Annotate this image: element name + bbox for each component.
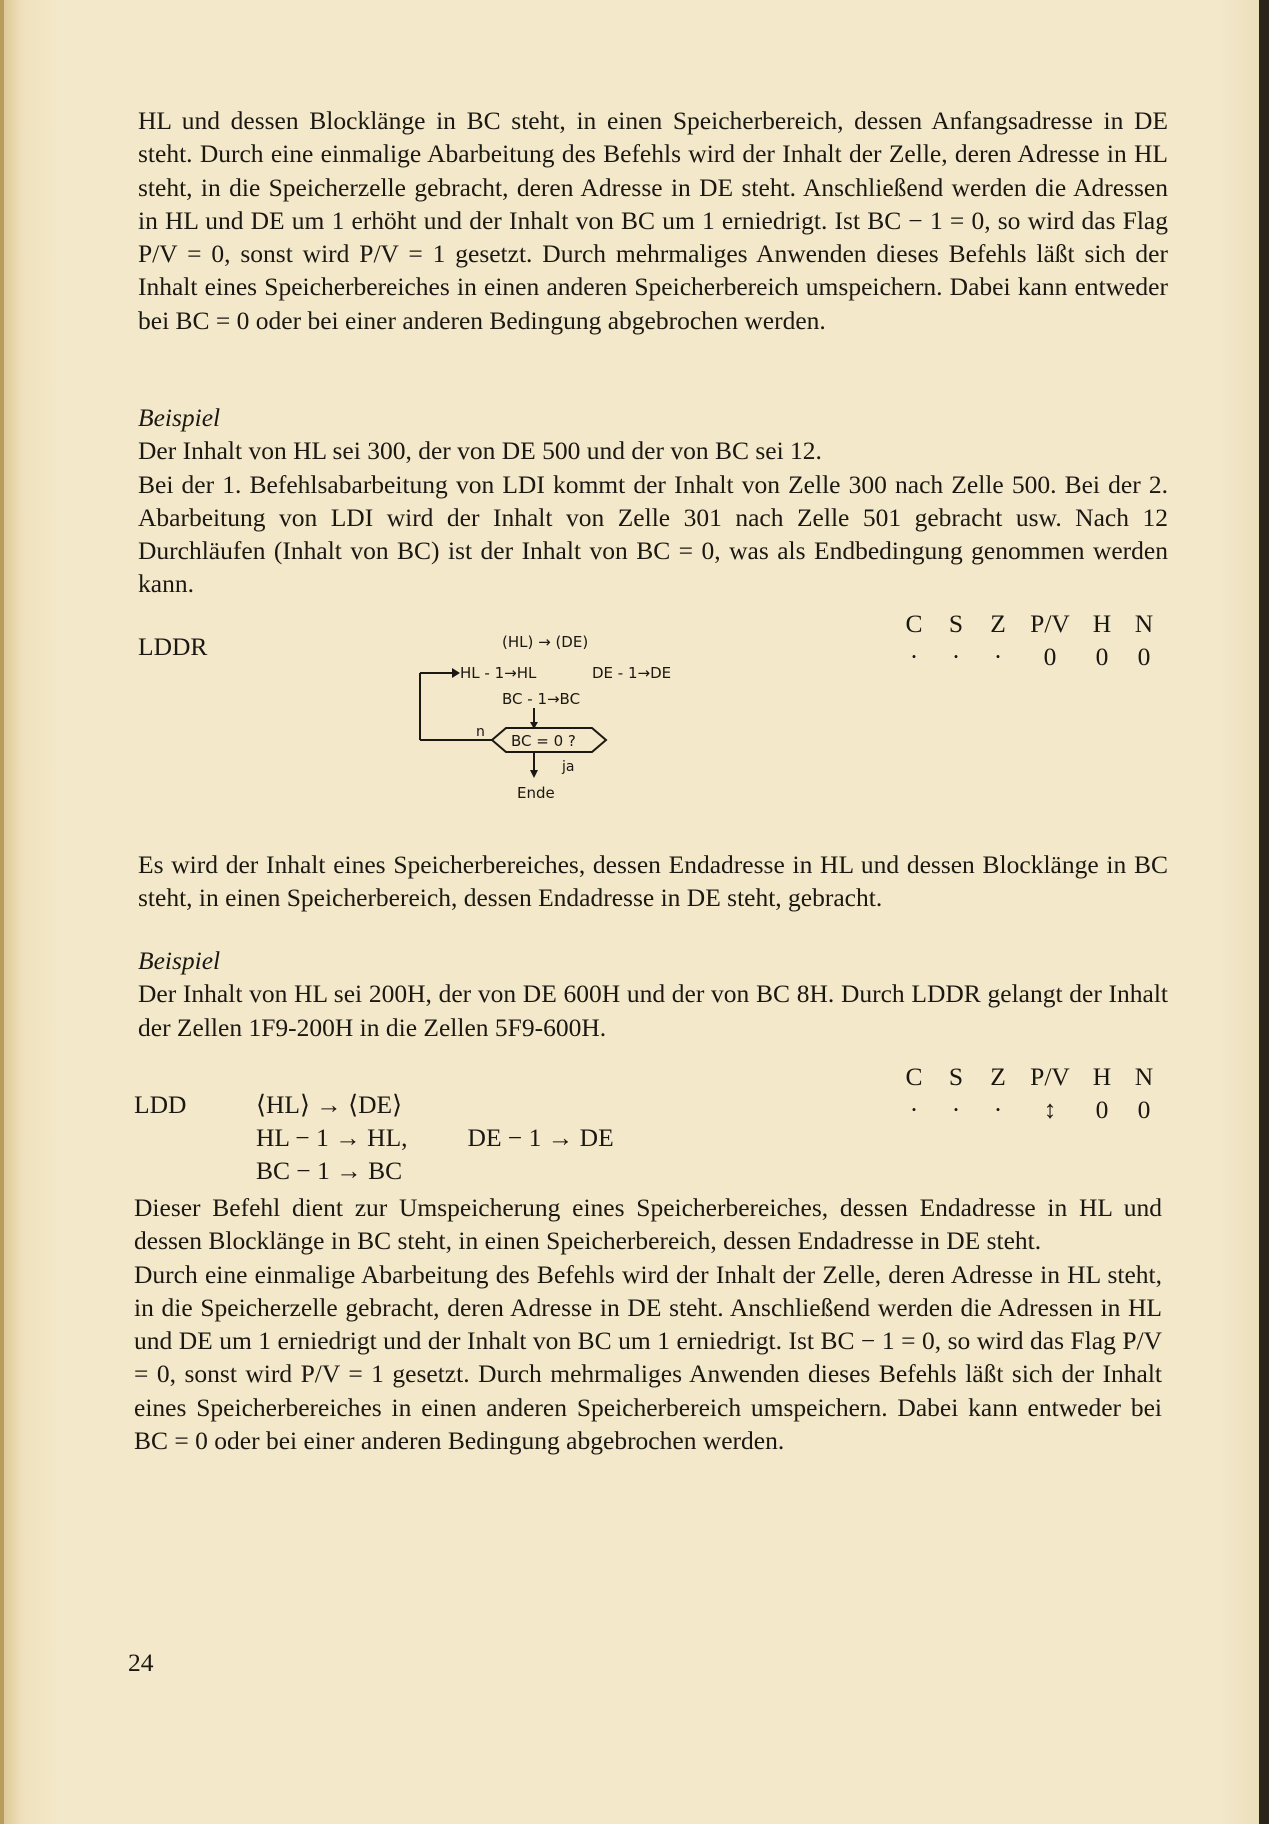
example1-section	[138, 401, 1168, 601]
lddr-flowchart	[410, 628, 740, 813]
intro-paragraph: HL und dessen Blocklänge in BC steht, in einen Speicherbereich, dessen Anfangsadresse in DE steht. Durch eine einmalige Abarbeitung des Befehls wird der Inhalt der Zelle, deren Adresse in HL steht, in die Speicherzelle gebracht, deren Adresse in DE steht. Anschließend werden die Adressen in HL und DE um 1 erhöht und der Inhalt von BC um 1 erniedrigt. Ist BC − 1 = 0, so wird das Flag P/V = 0, sonst wird P/V = 1 gesetzt. Durch mehrmaliges Anwenden dieses Befehls läßt sich der Inhalt eines Speicherbereiches in einen anderen Speicherbereich umspeichern. Dabei kann entweder bei BC = 0 oder bei einer anderen Bedingung abgebrochen werden.	[138, 106, 1168, 335]
lddr-description: Es wird der Inhalt eines Speicherbereiches, dessen Endadresse in HL und dessen Blocklänge in BC steht, in einen Speicherbereich, dessen Endadresse in DE steht, gebracht.	[138, 850, 1168, 913]
ldd-flag-header-n: N	[1134, 1061, 1154, 1091]
lddr-flag-values-row	[893, 640, 1165, 673]
ldd-flag-h: 0	[1095, 1094, 1109, 1124]
intro-section	[138, 104, 1168, 337]
flag-header-h: H	[1092, 608, 1112, 638]
example1-body: Bei der 1. Befehlsabarbeitung von LDI kommt der Inhalt von Zelle 300 nach Zelle 500. Bei der 2. Abarbeitung von LDI wird der Inhalt von Zelle 301 nach Zelle 501 gebracht usw. Nach 12 Durchläufen (Inhalt von BC) ist der Inhalt von BC = 0, was als Endbedingung genommen werden kann.	[138, 469, 1168, 599]
ldd-flag-header-c: C	[905, 1061, 923, 1091]
ldd-flag-s: ·	[951, 1094, 961, 1124]
flow-no-label: n	[476, 724, 485, 740]
flag-header-s: S	[948, 608, 964, 638]
page-number: 24	[128, 1648, 154, 1677]
ldd-mnemonic: LDD	[134, 1090, 187, 1119]
ldd-flag-header-row	[893, 1060, 1165, 1093]
ldd-operation	[256, 1088, 614, 1187]
ldd-flag-n: 0	[1137, 1094, 1151, 1124]
flow-line3: BC - 1→BC	[502, 690, 581, 708]
lddr-flag-z: ·	[993, 641, 1003, 671]
flow-condition: BC = 0 ?	[511, 732, 576, 750]
ldd-flag-header-z: Z	[990, 1061, 1006, 1091]
ldd-op-line1: ⟨HL⟩ → ⟨DE⟩	[256, 1090, 403, 1119]
example1-line1: Der Inhalt von HL sei 300, der von DE 500 und der von BC sei 12.	[138, 436, 822, 466]
flag-header-pv: P/V	[1030, 608, 1070, 638]
example2-heading: Beispiel	[138, 946, 221, 975]
ldd-description-section	[134, 1191, 1162, 1457]
ldd-op-line3: BC − 1 → BC	[256, 1156, 403, 1185]
ldd-flag-z: ·	[993, 1094, 1003, 1124]
ldd-description2: Durch eine einmalige Abarbeitung des Befehls wird der Inhalt der Zelle, deren Adresse in HL steht, in die Speicherzelle gebracht, deren Adresse in DE steht. Anschließend werden die Adressen in HL und DE um 1 erniedrigt und der Inhalt von BC um 1 erniedrigt. Ist BC − 1 = 0, so wird das Flag P/V = 0, sonst wird P/V = 1 gesetzt. Durch mehrmaliges Anwenden dieses Befehls läßt sich der Inhalt eines Speicherbereiches in einen anderen Speicherbereich umspeichern. Dabei kann entweder bei BC = 0 oder bei einer anderen Bedingung abgebrochen werden.	[134, 1259, 1162, 1456]
lddr-flags-table	[893, 607, 1165, 673]
ldd-flag-header-s: S	[948, 1061, 964, 1091]
flag-header-z: Z	[990, 608, 1006, 638]
ldd-flag-header-pv: P/V	[1030, 1061, 1070, 1091]
ldd-flags-table	[893, 1060, 1165, 1126]
ldd-flag-pv: ↕	[1043, 1094, 1057, 1124]
lddr-flag-c: ·	[909, 641, 919, 671]
flow-line1: (HL) → (DE)	[502, 633, 589, 651]
flag-header-c: C	[905, 608, 923, 638]
flag-header-row	[893, 607, 1165, 640]
ldd-flag-header-h: H	[1092, 1061, 1112, 1091]
ldd-op-line2a: HL − 1 → HL,	[256, 1123, 408, 1152]
page-edge-right	[1259, 0, 1269, 1824]
ldd-flag-values-row	[893, 1093, 1165, 1126]
example1-heading: Beispiel	[138, 403, 221, 432]
flag-header-n: N	[1134, 608, 1154, 638]
ldd-description1: Dieser Befehl dient zur Umspeicherung eines Speicherbereiches, dessen Endadresse in HL und dessen Blocklänge in BC steht, in einen Speicherbereich, dessen Endadresse in DE steht.	[134, 1193, 1162, 1256]
ldd-op-line2b: DE − 1 → DE	[467, 1123, 614, 1152]
flow-line2-right: DE - 1→DE	[592, 664, 672, 682]
lddr-flag-pv: 0	[1043, 641, 1057, 671]
flow-end-label: Ende	[517, 784, 555, 802]
lddr-flag-h: 0	[1095, 641, 1109, 671]
ldd-op-line2	[256, 1121, 614, 1154]
example2-section	[138, 944, 1168, 1044]
example2-body: Der Inhalt von HL sei 200H, der von DE 600H und der von BC 8H. Durch LDDR gelangt der Inhalt der Zellen 1F9-200H in die Zellen 5F9-600H.	[138, 979, 1168, 1042]
ldd-flag-c: ·	[909, 1094, 919, 1124]
lddr-mnemonic: LDDR	[138, 632, 208, 661]
page-edge-left	[0, 0, 4, 1824]
lddr-description-section	[138, 848, 1168, 915]
flow-line2-left: HL - 1→HL	[460, 664, 537, 682]
flow-yes-label: ja	[562, 759, 575, 775]
lddr-flag-s: ·	[951, 641, 961, 671]
lddr-flag-n: 0	[1137, 641, 1151, 671]
